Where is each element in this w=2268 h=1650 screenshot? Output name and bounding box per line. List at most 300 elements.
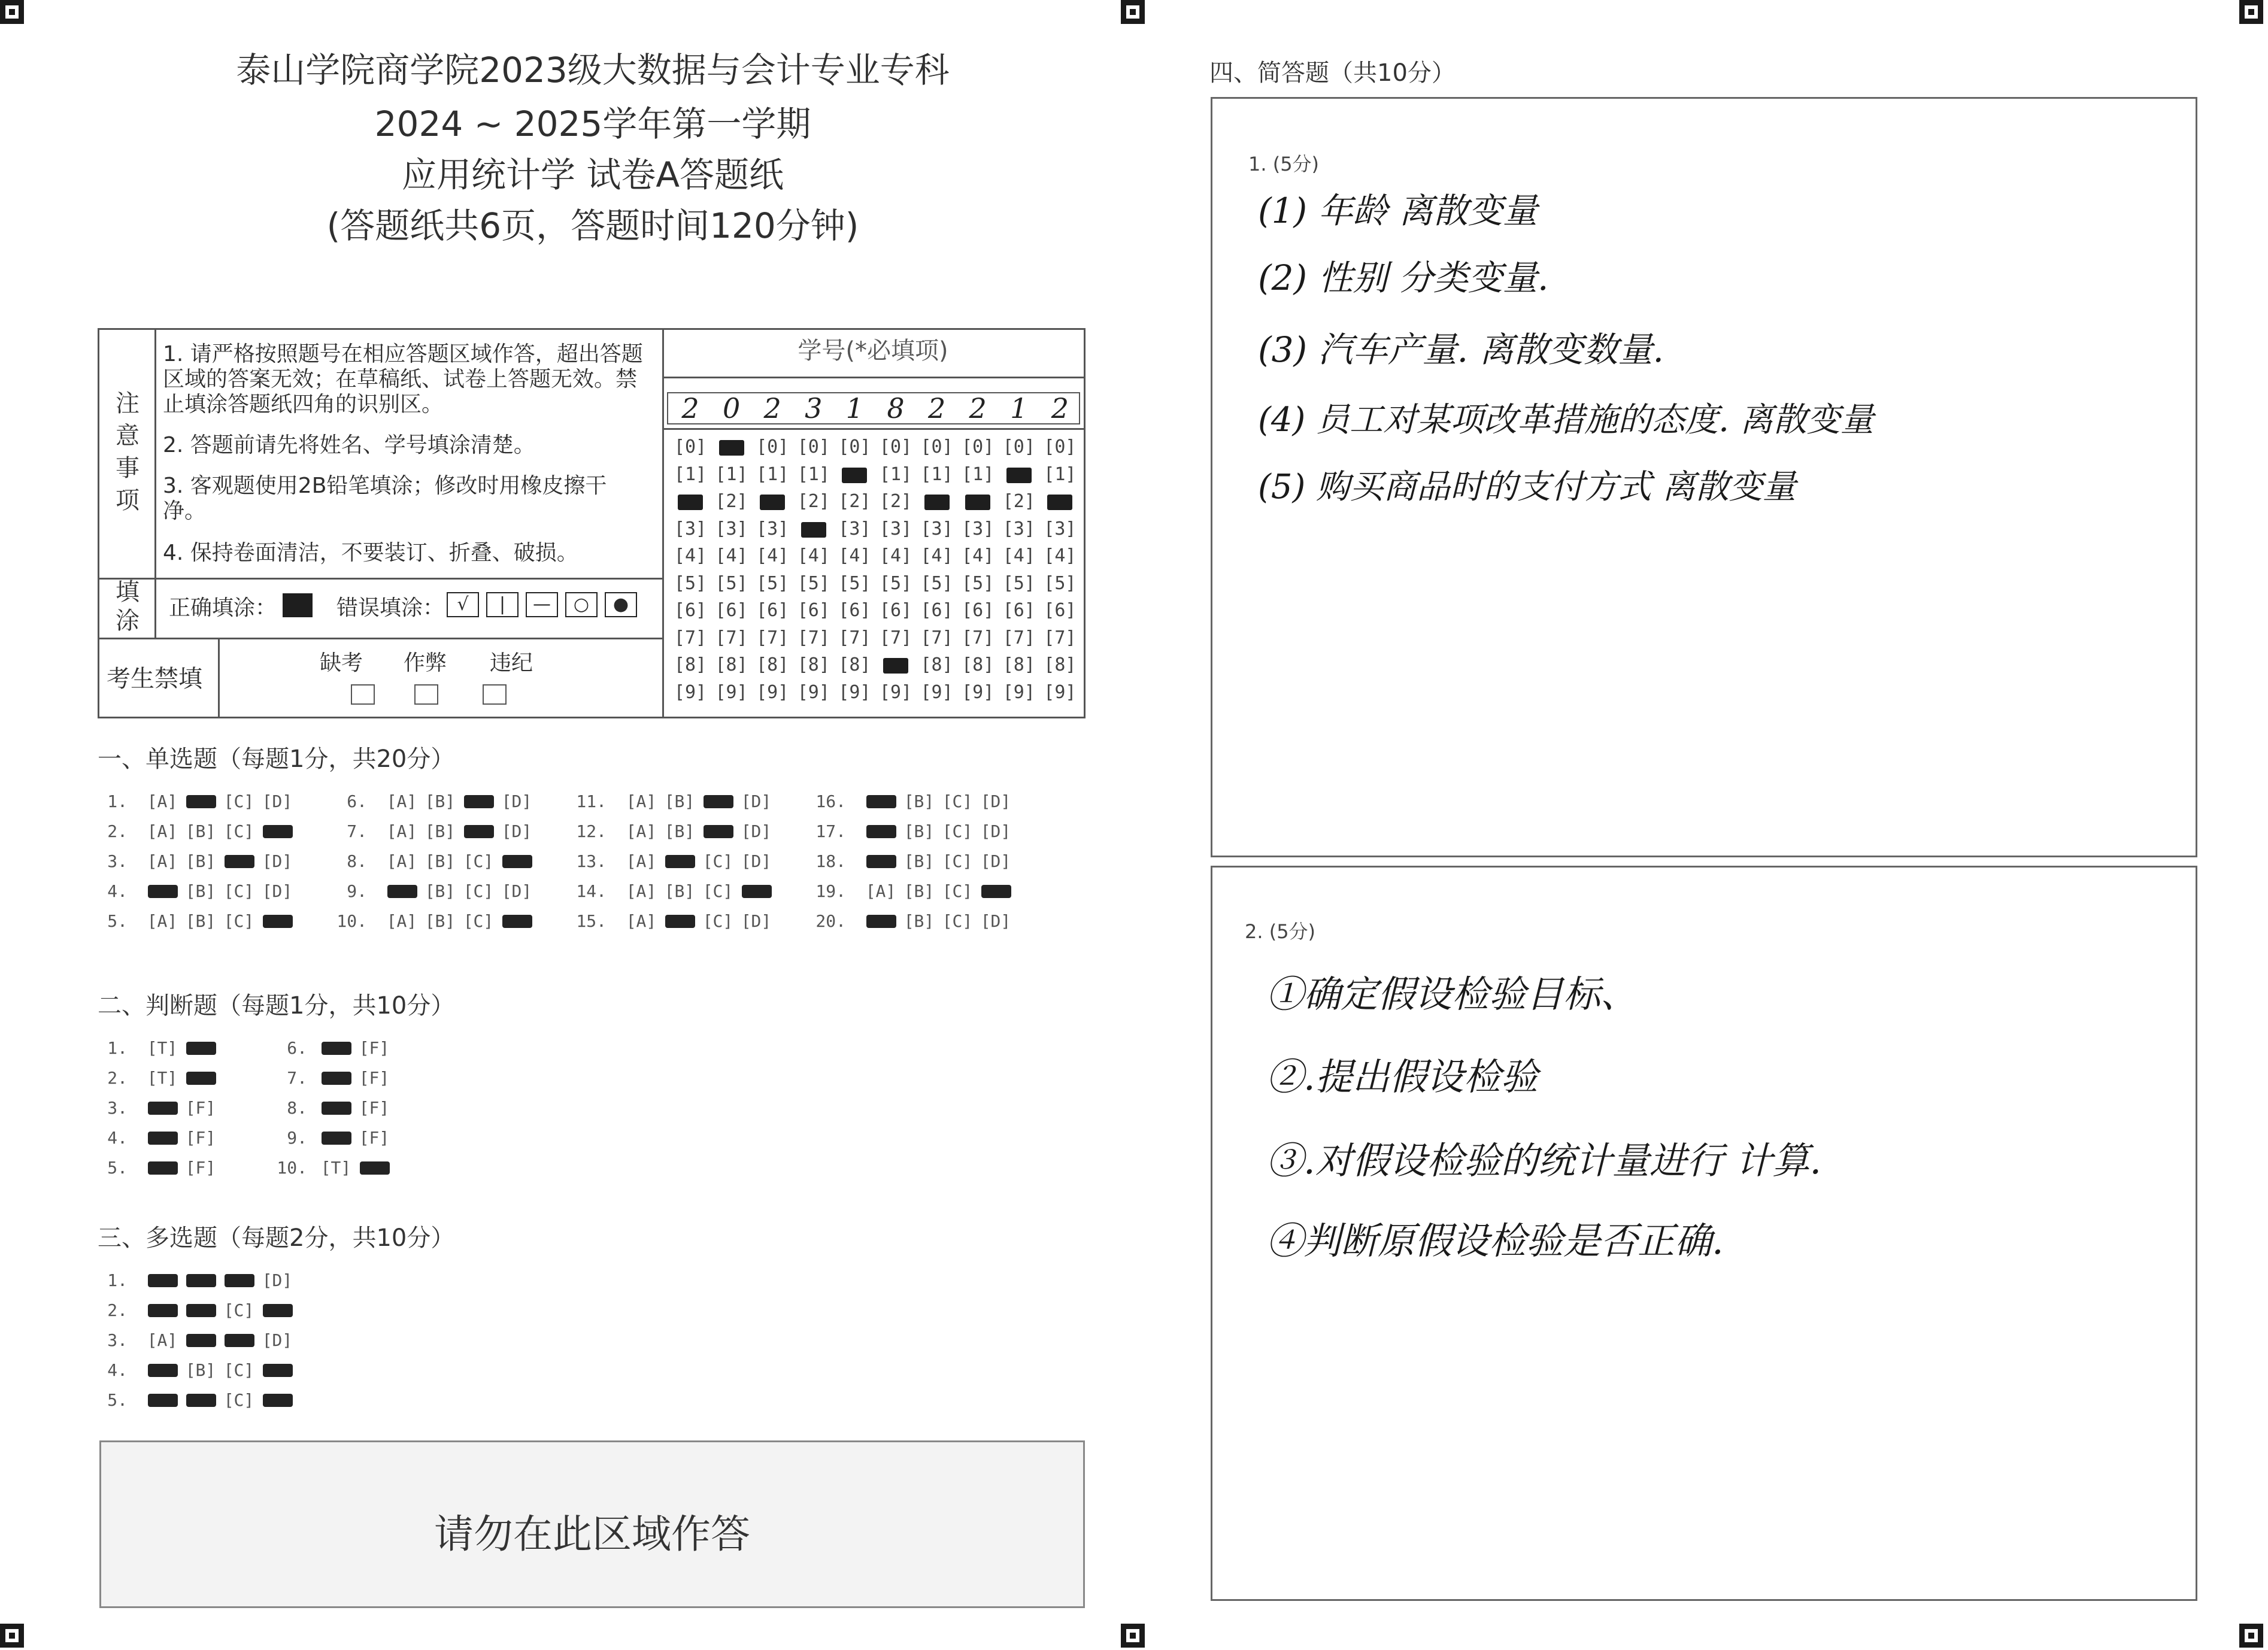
correct-fill-sample <box>283 593 313 617</box>
single-choice-option[interactable]: [A] <box>626 791 657 811</box>
corner-marker-top-right <box>2239 0 2263 24</box>
q2-answer-line-1: ①确定假设检验目标、 <box>1266 972 1638 1016</box>
question-number: 20. <box>815 911 846 931</box>
student-id-bubble[interactable]: [4] <box>879 545 912 566</box>
true-false-option[interactable]: [F] <box>359 1038 390 1058</box>
student-id-bubble[interactable]: [5] <box>838 572 871 594</box>
question-number: 15. <box>576 911 607 931</box>
student-id-bubble[interactable]: [3] <box>1002 518 1035 539</box>
question-number: 10. <box>277 1158 307 1178</box>
student-id-bubble[interactable]: [5] <box>756 572 789 594</box>
student-id-bubble[interactable]: [9] <box>879 681 912 703</box>
restricted-area <box>99 1440 1085 1608</box>
student-id-bubble[interactable]: [1] <box>715 463 748 485</box>
multi-choice-option-filled[interactable] <box>263 1364 293 1377</box>
section4-title: 四、简答题（共10分） <box>1209 59 1456 87</box>
single-choice-option[interactable]: [B] <box>664 791 695 811</box>
student-id-bubble-filled[interactable] <box>924 495 950 510</box>
q1-answer-line-1: (1) 年龄 离散变量 <box>1258 190 1538 231</box>
student-id-bubble[interactable]: [8] <box>715 654 748 675</box>
forbidden-violation-checkbox[interactable] <box>483 684 507 705</box>
student-id-bubble[interactable]: [5] <box>962 572 994 594</box>
multi-choice-option[interactable]: [C] <box>223 1300 254 1320</box>
question-number: 3. <box>107 1098 128 1118</box>
fill-label: 填 涂 <box>116 578 140 635</box>
student-id-bubble[interactable]: [4] <box>920 545 953 566</box>
single-choice-option[interactable]: [C] <box>223 881 254 901</box>
single-choice-option-filled[interactable] <box>263 915 293 928</box>
student-id-bubble[interactable]: [0] <box>1044 436 1077 457</box>
single-choice-option[interactable]: [B] <box>425 791 456 811</box>
single-choice-option-filled[interactable] <box>263 825 293 838</box>
true-false-option-filled[interactable] <box>322 1132 351 1145</box>
question-number: 13. <box>576 851 607 871</box>
student-id-digit: 2 <box>969 392 987 424</box>
student-id-bubble[interactable]: [2] <box>1002 491 1035 512</box>
corner-marker-bottom-left <box>0 1624 24 1648</box>
student-id-bubble-filled[interactable] <box>1047 495 1072 510</box>
question-number: 2. <box>107 1300 128 1320</box>
student-id-bubble[interactable]: [5] <box>1044 572 1077 594</box>
single-choice-option[interactable]: [C] <box>463 851 494 871</box>
single-choice-option[interactable]: [B] <box>664 821 695 841</box>
student-id-bubble-filled[interactable] <box>678 495 703 510</box>
q1-answer-line-3: (3) 汽车产量. 离散变数量. <box>1258 329 1664 370</box>
student-id-bubble[interactable]: [3] <box>920 518 953 539</box>
single-choice-option[interactable]: [D] <box>980 821 1011 841</box>
single-choice-option[interactable]: [D] <box>262 851 293 871</box>
notice-item-3: 3. 客观题使用2B铅笔填涂；修改时用橡皮擦干净。 <box>163 474 607 523</box>
single-choice-option[interactable]: [A] <box>626 821 657 841</box>
student-id-bubble[interactable]: [6] <box>1044 600 1077 621</box>
multi-choice-option-filled[interactable] <box>263 1304 293 1317</box>
student-id-bubble[interactable]: [0] <box>674 436 707 457</box>
single-choice-option[interactable]: [B] <box>664 881 695 901</box>
single-choice-option[interactable]: [B] <box>903 911 935 931</box>
true-false-option-filled[interactable] <box>186 1072 216 1085</box>
multi-choice-option-filled[interactable] <box>186 1394 216 1407</box>
student-id-bubble[interactable]: [3] <box>1044 518 1077 539</box>
student-id-bubble[interactable]: [9] <box>962 681 994 703</box>
student-id-bubble[interactable]: [4] <box>1002 545 1035 566</box>
question-number: 8. <box>287 1098 307 1118</box>
question-number: 6. <box>287 1038 307 1058</box>
single-choice-option[interactable]: [B] <box>185 851 216 871</box>
student-id-bubble[interactable]: [7] <box>797 627 830 648</box>
question-number: 1. <box>107 791 128 811</box>
question-number: 1. <box>107 1270 128 1290</box>
student-id-bubble[interactable]: [1] <box>797 463 830 485</box>
question-number: 11. <box>576 791 607 811</box>
student-id-bubble[interactable]: [2] <box>879 491 912 512</box>
student-id-bubble[interactable]: [0] <box>797 436 830 457</box>
single-choice-option[interactable]: [C] <box>463 911 494 931</box>
true-false-option[interactable]: [T] <box>147 1068 178 1088</box>
single-choice-option[interactable]: [B] <box>425 821 456 841</box>
short-answer-box-1[interactable] <box>1211 97 2197 857</box>
true-false-option[interactable]: [F] <box>359 1128 390 1148</box>
student-id-bubble[interactable]: [6] <box>674 600 707 621</box>
single-choice-option-filled[interactable] <box>186 795 216 808</box>
single-choice-option[interactable]: [C] <box>702 911 733 931</box>
single-choice-option-filled[interactable] <box>866 795 896 808</box>
student-id-bubble[interactable]: [5] <box>715 572 748 594</box>
multi-choice-option[interactable]: [D] <box>262 1270 293 1290</box>
wrong-mark-dot: ● <box>605 592 637 617</box>
single-choice-option[interactable]: [A] <box>626 881 657 901</box>
multi-choice-option-filled[interactable] <box>225 1274 254 1287</box>
wrong-mark-circle: ○ <box>565 592 598 617</box>
student-id-bubble[interactable]: [7] <box>674 627 707 648</box>
student-id-bubble[interactable]: [1] <box>1044 463 1077 485</box>
single-choice-option[interactable]: [C] <box>942 911 973 931</box>
student-id-bubble[interactable]: [7] <box>879 627 912 648</box>
single-choice-option-filled[interactable] <box>665 855 695 868</box>
true-false-option[interactable]: [F] <box>359 1098 390 1118</box>
q1-answer-line-2: (2) 性别 分类变量. <box>1258 257 1549 298</box>
student-id-digit: 2 <box>927 392 946 424</box>
student-id-bubble[interactable]: [4] <box>962 545 994 566</box>
single-choice-option[interactable]: [B] <box>425 851 456 871</box>
student-id-bubble[interactable]: [9] <box>797 681 830 703</box>
exam-info: (答题纸共6页，答题时间120分钟) <box>326 205 859 246</box>
single-choice-option[interactable]: [B] <box>185 911 216 931</box>
single-choice-option[interactable]: [B] <box>185 821 216 841</box>
student-id-bubble-filled[interactable] <box>760 495 785 510</box>
notice-item-4: 4. 保持卷面清洁，不要装订、折叠、破损。 <box>163 541 578 565</box>
student-id-bubble[interactable]: [5] <box>797 572 830 594</box>
single-choice-option[interactable]: [D] <box>980 851 1011 871</box>
student-id-bubble[interactable]: [1] <box>879 463 912 485</box>
q1-answer-line-4: (4) 员工对某项改革措施的态度. 离散变量 <box>1258 401 1874 439</box>
multi-choice-option-filled[interactable] <box>186 1304 216 1317</box>
true-false-option[interactable]: [T] <box>320 1158 351 1178</box>
forbidden-absent-checkbox[interactable] <box>351 684 375 705</box>
question-number: 1. <box>107 1038 128 1058</box>
single-choice-option-filled[interactable] <box>704 795 733 808</box>
single-choice-option[interactable]: [C] <box>942 791 973 811</box>
student-id-bubble[interactable]: [6] <box>756 600 789 621</box>
true-false-option[interactable]: [F] <box>359 1068 390 1088</box>
single-choice-option[interactable]: [D] <box>741 821 772 841</box>
student-id-bubble[interactable]: [6] <box>715 600 748 621</box>
short-answer-box-2[interactable] <box>1211 866 2197 1601</box>
student-id-bubble[interactable]: [7] <box>715 627 748 648</box>
single-choice-option[interactable]: [A] <box>386 851 417 871</box>
true-false-option[interactable]: [F] <box>185 1098 216 1118</box>
student-id-bubble[interactable]: [9] <box>920 681 953 703</box>
multi-choice-option[interactable]: [D] <box>262 1330 293 1350</box>
student-id-bubble[interactable]: [6] <box>920 600 953 621</box>
student-id-bubble[interactable]: [7] <box>1044 627 1077 648</box>
single-choice-option[interactable]: [A] <box>147 851 178 871</box>
true-false-option-filled[interactable] <box>148 1161 178 1175</box>
student-id-bubble[interactable]: [0] <box>756 436 789 457</box>
single-choice-option[interactable]: [A] <box>626 911 657 931</box>
student-id-bubble[interactable]: [0] <box>962 436 994 457</box>
student-id-bubble-filled[interactable] <box>1006 468 1032 483</box>
multi-choice-option-filled[interactable] <box>225 1334 254 1347</box>
student-id-bubble[interactable]: [7] <box>920 627 953 648</box>
single-choice-option[interactable]: [C] <box>942 881 973 901</box>
student-id-bubble[interactable]: [1] <box>756 463 789 485</box>
true-false-option-filled[interactable] <box>322 1102 351 1115</box>
true-false-option-filled[interactable] <box>322 1042 351 1055</box>
true-false-option-filled[interactable] <box>148 1102 178 1115</box>
true-false-option[interactable]: [T] <box>147 1038 178 1058</box>
section2-title: 二、判断题（每题1分，共10分） <box>98 992 455 1020</box>
single-choice-option[interactable]: [A] <box>386 911 417 931</box>
student-id-bubble[interactable]: [9] <box>674 681 707 703</box>
student-id-bubble[interactable]: [7] <box>756 627 789 648</box>
single-choice-option-filled[interactable] <box>866 855 896 868</box>
wrong-fill-label: 错误填涂： <box>336 596 445 620</box>
student-id-bubble[interactable]: [6] <box>1002 600 1035 621</box>
question-number: 4. <box>107 1360 128 1380</box>
q1-label: 1. (5分) <box>1248 153 1320 175</box>
multi-choice-option-filled[interactable] <box>148 1394 178 1407</box>
question-number: 12. <box>576 821 607 841</box>
notice-table <box>98 328 1086 718</box>
single-choice-option-filled[interactable] <box>502 915 532 928</box>
corner-marker-bottom-center <box>1121 1624 1145 1648</box>
student-id-bubble[interactable]: [6] <box>838 600 871 621</box>
corner-marker-top-left <box>0 0 24 24</box>
single-choice-option-filled[interactable] <box>665 915 695 928</box>
student-id-digit: 2 <box>1051 392 1069 424</box>
multi-choice-option[interactable]: [A] <box>147 1330 178 1350</box>
question-number: 4. <box>107 881 128 901</box>
single-choice-option[interactable]: [B] <box>903 881 935 901</box>
student-id-bubble[interactable]: [1] <box>920 463 953 485</box>
student-id-bubble[interactable]: [0] <box>920 436 953 457</box>
student-id-bubble[interactable]: [8] <box>920 654 953 675</box>
true-false-option-filled[interactable] <box>322 1072 351 1085</box>
question-number: 14. <box>576 881 607 901</box>
student-id-digit: 8 <box>887 392 905 424</box>
multi-choice-option-filled[interactable] <box>148 1274 178 1287</box>
single-choice-option-filled[interactable] <box>866 915 896 928</box>
student-id-bubble[interactable]: [8] <box>756 654 789 675</box>
student-id-bubble[interactable]: [9] <box>1044 681 1077 703</box>
question-number: 2. <box>107 821 128 841</box>
student-id-bubble[interactable]: [8] <box>962 654 994 675</box>
student-id-digit: 1 <box>1010 392 1028 424</box>
forbidden-label: 考生禁填 <box>107 665 202 693</box>
student-id-bubble[interactable]: [3] <box>756 518 789 539</box>
student-id-bubble[interactable]: [5] <box>1002 572 1035 594</box>
single-choice-option[interactable]: [A] <box>147 791 178 811</box>
student-id-bubble[interactable]: [0] <box>1002 436 1035 457</box>
single-choice-option[interactable]: [D] <box>741 791 772 811</box>
notice-label: 注 意 事 项 <box>116 390 140 514</box>
multi-choice-option[interactable]: [C] <box>223 1360 254 1380</box>
single-choice-option[interactable]: [C] <box>942 851 973 871</box>
student-id-digit: 3 <box>805 392 823 424</box>
multi-choice-option-filled[interactable] <box>263 1394 293 1407</box>
true-false-option-filled[interactable] <box>186 1042 216 1055</box>
single-choice-option[interactable]: [D] <box>501 791 532 811</box>
student-id-bubble[interactable]: [1] <box>674 463 707 485</box>
student-id-bubble[interactable]: [8] <box>838 654 871 675</box>
student-id-bubble[interactable]: [8] <box>797 654 830 675</box>
student-id-bubble[interactable]: [4] <box>715 545 748 566</box>
student-id-bubble[interactable]: [6] <box>879 600 912 621</box>
student-id-bubble[interactable]: [3] <box>715 518 748 539</box>
student-id-bubble[interactable]: [2] <box>797 491 830 512</box>
single-choice-option-filled[interactable] <box>502 855 532 868</box>
student-id-bubble[interactable]: [0] <box>879 436 912 457</box>
forbidden-cheat-checkbox[interactable] <box>414 684 438 705</box>
school-title: 泰山学院商学院2023级大数据与会计专业专科 <box>236 50 950 90</box>
question-number: 6. <box>347 791 367 811</box>
student-id-bubble[interactable]: [4] <box>797 545 830 566</box>
student-id-bubble[interactable]: [4] <box>756 545 789 566</box>
corner-marker-bottom-right <box>2239 1624 2263 1648</box>
wrong-mark-check: √ <box>447 592 479 617</box>
single-choice-option[interactable]: [C] <box>223 821 254 841</box>
single-choice-option[interactable]: [A] <box>386 821 417 841</box>
single-choice-option[interactable]: [D] <box>741 851 772 871</box>
student-id-bubble[interactable]: [4] <box>838 545 871 566</box>
student-id-bubble[interactable]: [9] <box>756 681 789 703</box>
student-id-bubble[interactable]: [5] <box>674 572 707 594</box>
single-choice-option[interactable]: [A] <box>147 911 178 931</box>
student-id-bubble[interactable]: [3] <box>962 518 994 539</box>
single-choice-option[interactable]: [C] <box>463 881 494 901</box>
single-choice-option[interactable]: [B] <box>185 881 216 901</box>
single-choice-option[interactable]: [C] <box>223 791 254 811</box>
single-choice-option[interactable]: [B] <box>903 791 935 811</box>
single-choice-option[interactable]: [D] <box>501 821 532 841</box>
single-choice-option-filled[interactable] <box>981 885 1011 898</box>
student-id-bubble[interactable]: [1] <box>962 463 994 485</box>
single-choice-option[interactable]: [B] <box>903 851 935 871</box>
single-choice-option[interactable]: [D] <box>262 791 293 811</box>
student-id-bubble[interactable]: [8] <box>1002 654 1035 675</box>
single-choice-option[interactable]: [C] <box>702 851 733 871</box>
question-number: 10. <box>336 911 367 931</box>
question-number: 3. <box>107 851 128 871</box>
student-id-digit: 0 <box>722 392 741 424</box>
student-id-digit: 2 <box>763 392 781 424</box>
student-id-bubble-filled[interactable] <box>965 495 990 510</box>
single-choice-option[interactable]: [B] <box>903 821 935 841</box>
single-choice-option[interactable]: [A] <box>386 791 417 811</box>
single-choice-option[interactable]: [B] <box>425 881 456 901</box>
student-id-bubble[interactable]: [6] <box>797 600 830 621</box>
student-id-bubble[interactable]: [2] <box>715 491 748 512</box>
multi-choice-option-filled[interactable] <box>186 1274 216 1287</box>
single-choice-option-filled[interactable] <box>742 885 772 898</box>
true-false-option-filled[interactable] <box>148 1132 178 1145</box>
question-number: 7. <box>287 1068 307 1088</box>
question-number: 5. <box>107 1390 128 1410</box>
single-choice-option[interactable]: [C] <box>702 881 733 901</box>
q2-answer-line-4: ④判断原假设检验是否正确. <box>1266 1219 1724 1263</box>
single-choice-option[interactable]: [D] <box>262 881 293 901</box>
student-id-bubble[interactable]: [5] <box>879 572 912 594</box>
single-choice-option[interactable]: [A] <box>865 881 896 901</box>
student-id-bubble-filled[interactable] <box>842 468 867 483</box>
true-false-option[interactable]: [F] <box>185 1158 216 1178</box>
restricted-area-text: 请勿在此区域作答 <box>434 1511 750 1557</box>
question-number: 4. <box>107 1128 128 1148</box>
single-choice-option[interactable]: [D] <box>980 791 1011 811</box>
question-number: 19. <box>815 881 846 901</box>
student-id-bubble[interactable]: [6] <box>962 600 994 621</box>
multi-choice-option-filled[interactable] <box>186 1334 216 1347</box>
student-id-bubble[interactable]: [4] <box>674 545 707 566</box>
single-choice-option[interactable]: [D] <box>980 911 1011 931</box>
single-choice-option[interactable]: [A] <box>147 821 178 841</box>
q2-answer-line-3: ③.对假设检验的统计量进行 计算. <box>1266 1139 1822 1182</box>
multi-choice-option-filled[interactable] <box>148 1364 178 1377</box>
wrong-mark-bar: | <box>486 592 519 617</box>
single-choice-option[interactable]: [C] <box>223 911 254 931</box>
single-choice-option[interactable]: [D] <box>501 881 532 901</box>
q2-answer-line-2: ②.提出假设检验 <box>1266 1055 1538 1099</box>
single-choice-option[interactable]: [A] <box>626 851 657 871</box>
student-id-bubble[interactable]: [3] <box>674 518 707 539</box>
student-id-bubble[interactable]: [2] <box>838 491 871 512</box>
question-number: 17. <box>815 821 846 841</box>
exam-title: 应用统计学 试卷A答题纸 <box>401 154 784 195</box>
student-id-bubble-filled[interactable] <box>719 440 744 456</box>
single-choice-option-filled[interactable] <box>225 855 254 868</box>
single-choice-option-filled[interactable] <box>704 825 733 838</box>
student-id-bubble[interactable]: [9] <box>1002 681 1035 703</box>
forbidden-absent-label: 缺考 <box>320 651 363 675</box>
student-id-bubble-filled[interactable] <box>883 658 908 674</box>
student-id-bubble[interactable]: [7] <box>962 627 994 648</box>
forbidden-violation-label: 违纪 <box>490 651 533 675</box>
student-id-bubble[interactable]: [4] <box>1044 545 1077 566</box>
question-number: 7. <box>347 821 367 841</box>
student-id-bubble[interactable]: [8] <box>674 654 707 675</box>
student-id-bubble[interactable]: [3] <box>879 518 912 539</box>
single-choice-option[interactable]: [B] <box>425 911 456 931</box>
true-false-option-filled[interactable] <box>360 1161 390 1175</box>
single-choice-option[interactable]: [D] <box>741 911 772 931</box>
single-choice-option-filled[interactable] <box>387 885 417 898</box>
student-id-bubble[interactable]: [0] <box>838 436 871 457</box>
single-choice-option[interactable]: [C] <box>942 821 973 841</box>
student-id-bubble[interactable]: [8] <box>1044 654 1077 675</box>
student-id-bubble[interactable]: [5] <box>920 572 953 594</box>
true-false-option[interactable]: [F] <box>185 1128 216 1148</box>
single-choice-option-filled[interactable] <box>148 885 178 898</box>
student-id-bubble-filled[interactable] <box>801 522 826 538</box>
section3-title: 三、多选题（每题2分，共10分） <box>98 1224 455 1252</box>
student-id-bubble[interactable]: [7] <box>1002 627 1035 648</box>
question-number: 5. <box>107 911 128 931</box>
student-id-bubble[interactable]: [9] <box>838 681 871 703</box>
student-id-bubble[interactable]: [9] <box>715 681 748 703</box>
student-id-bubble[interactable]: [7] <box>838 627 871 648</box>
question-number: 8. <box>347 851 367 871</box>
multi-choice-option[interactable]: [C] <box>223 1390 254 1410</box>
multi-choice-option[interactable]: [B] <box>185 1360 216 1380</box>
notice-item-2: 2. 答题前请先将姓名、学号填涂清楚。 <box>163 433 535 457</box>
single-choice-option-filled[interactable] <box>866 825 896 838</box>
single-choice-option-filled[interactable] <box>464 825 494 838</box>
question-number: 3. <box>107 1330 128 1350</box>
student-id-bubble[interactable]: [3] <box>838 518 871 539</box>
question-number: 9. <box>287 1128 307 1148</box>
single-choice-option-filled[interactable] <box>464 795 494 808</box>
multi-choice-option-filled[interactable] <box>148 1304 178 1317</box>
